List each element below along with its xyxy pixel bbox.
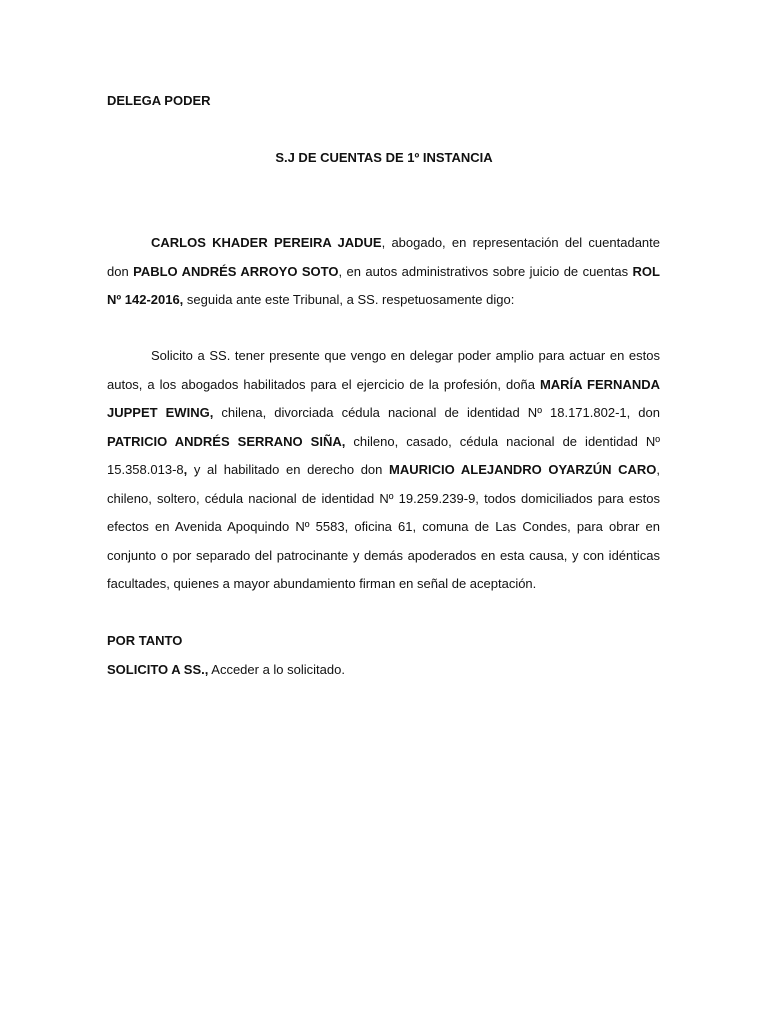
- closing-request-text: Acceder a lo solicitado.: [208, 662, 345, 677]
- paragraph-representation: [107, 229, 660, 315]
- paragraph1-run: , en autos administrativos sobre juicio de cuentas: [338, 263, 633, 279]
- closing-request-bold: SOLICITO A SS.,: [107, 662, 209, 677]
- paragraph1-run: PABLO ANDRÉS ARROYO SOTO: [133, 263, 339, 279]
- paragraph2-run: ,: [183, 462, 188, 477]
- addressee-line: S.J DE CUENTAS DE 1º INSTANCIA: [275, 150, 493, 165]
- paragraph1-run: ROL Nº 142-2016,: [107, 263, 660, 307]
- paragraph2-run: MAURICIO ALEJANDRO OYARZÚN CARO: [389, 462, 657, 477]
- paragraph2-run: chileno, casado, cédula nacional de identidad Nº 15.358.013-8: [107, 433, 660, 477]
- paragraph2-run: y al habilitado en derecho don: [187, 462, 390, 477]
- paragraph1-run: CARLOS KHADER PEREIRA JADUE: [151, 235, 382, 250]
- paragraph2-run: PATRICIO ANDRÉS SERRANO SIÑA,: [107, 433, 346, 449]
- paragraph2-run: MARÍA FERNANDA JUPPET EWING,: [107, 376, 661, 420]
- paragraph1-run: seguida ante este Tribunal, a SS. respetuosamente digo:: [183, 292, 515, 307]
- paragraph2-run: Solicito a SS. tener presente que vengo en delegar poder amplio para actuar en estos autos, a los abogados habilitados para el ejercicio de la profesión, doña: [107, 348, 660, 392]
- document-heading: DELEGA PODER: [107, 93, 211, 108]
- closing-request: [107, 661, 345, 679]
- paragraph-delegation: [107, 342, 660, 599]
- paragraph2-run: , chileno, soltero, cédula nacional de identidad Nº 19.259.239-9, todos domiciliados para estos efectos en Avenida Apoquindo Nº 5583, oficina 61, comuna de Las Condes, para obrar en conjunto o por separado del patrocinante y demás apoderados en esta causa, y con idénticas facultades, quienes a mayor abundamiento firman en señal de aceptación.: [107, 462, 660, 591]
- paragraph1-run: , abogado, en representación del cuentadante don: [107, 235, 660, 279]
- paragraph2-run: chilena, divorciada cédula nacional de identidad Nº 18.171.802-1, don: [213, 405, 660, 420]
- por-tanto-heading: POR TANTO: [107, 633, 183, 648]
